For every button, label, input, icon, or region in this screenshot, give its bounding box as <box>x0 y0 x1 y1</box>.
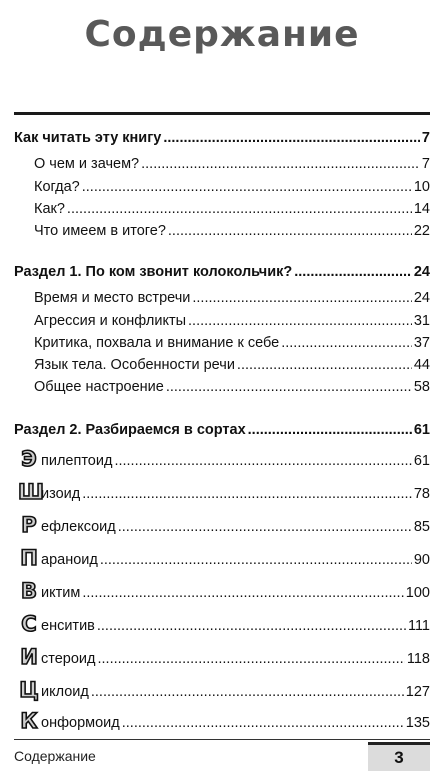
toc-section-1[interactable] <box>14 263 430 281</box>
type-name-rest: онформоид <box>41 715 120 731</box>
toc-page-number: 37 <box>413 335 430 351</box>
dot-leader <box>166 378 412 396</box>
toc-type-item[interactable] <box>18 679 430 701</box>
toc-page-number: 135 <box>405 715 430 731</box>
dot-leader <box>118 518 412 536</box>
dot-leader <box>188 312 412 330</box>
type-name-rest: енситив <box>41 618 95 634</box>
dot-leader <box>114 452 411 470</box>
toc-page-number: 7 <box>421 156 430 172</box>
badge-letter: Ш <box>18 480 44 504</box>
badge-letter: К <box>20 709 38 733</box>
toc-page-number: 85 <box>413 519 430 535</box>
letter-badge-icon <box>18 679 40 701</box>
letter-badge-icon <box>18 580 40 602</box>
toc-type-label <box>18 613 95 635</box>
toc-item-label: Общее настроение <box>34 379 164 395</box>
toc-type-item[interactable] <box>18 514 430 536</box>
toc-page-number: 58 <box>413 379 430 395</box>
toc-page-number: 61 <box>413 453 430 469</box>
toc-item[interactable] <box>34 222 430 240</box>
badge-letter: Р <box>21 513 37 537</box>
badge-letter: П <box>20 546 38 570</box>
toc-type-item[interactable] <box>18 613 430 635</box>
toc-item[interactable] <box>34 155 430 173</box>
toc-type-label <box>18 710 120 732</box>
type-name-rest: иктим <box>41 585 81 601</box>
dot-leader <box>100 551 412 569</box>
toc-type-label <box>18 481 80 503</box>
badge-letter: В <box>20 579 37 603</box>
badge-letter: Э <box>21 447 37 471</box>
dot-leader <box>168 222 412 240</box>
type-name-rest: стероид <box>41 651 96 667</box>
toc-page-number: 127 <box>405 684 430 700</box>
toc-page-number: 24 <box>413 264 430 280</box>
dot-leader <box>237 356 412 374</box>
dot-leader <box>281 334 412 352</box>
toc-section-howto[interactable] <box>14 129 430 147</box>
letter-badge-icon <box>18 448 40 470</box>
toc-page-number: 22 <box>413 223 430 239</box>
toc-page-number: 14 <box>413 201 430 217</box>
toc-type-label <box>18 646 95 668</box>
toc-item[interactable] <box>34 378 430 396</box>
toc-page-number: 90 <box>413 552 430 568</box>
dot-leader <box>82 178 412 196</box>
toc-item-label: Когда? <box>34 179 80 195</box>
toc-type-item[interactable] <box>18 646 430 668</box>
letter-badge-icon <box>18 547 40 569</box>
dot-leader <box>192 289 411 307</box>
dot-leader <box>294 263 412 281</box>
toc-item-label: Что имеем в итоге? <box>34 223 166 239</box>
toc-page-number: 61 <box>413 422 430 438</box>
toc-item[interactable] <box>34 312 430 330</box>
toc-type-label <box>18 679 89 701</box>
type-name-rest: иклоид <box>41 684 89 700</box>
toc-page-number: 78 <box>413 486 430 502</box>
toc-page-number: 10 <box>413 179 430 195</box>
badge-letter: Ц <box>19 678 39 702</box>
dot-leader <box>97 650 404 668</box>
toc-type-label <box>18 514 116 536</box>
toc-page-number: 111 <box>407 618 430 634</box>
toc-item[interactable] <box>34 356 430 374</box>
dot-leader <box>122 714 404 732</box>
toc-item[interactable] <box>34 334 430 352</box>
badge-letter: И <box>20 645 38 669</box>
toc-page-number: 7 <box>421 130 430 146</box>
toc-item-label: Время и место встречи <box>34 290 191 306</box>
type-name-rest: ефлексоид <box>41 519 116 535</box>
dot-leader <box>82 485 412 503</box>
toc-section-label: Раздел 2. Разбираемся в сортах <box>14 422 246 438</box>
letter-badge-icon <box>18 646 40 668</box>
title-divider <box>14 112 430 115</box>
toc-item-label: Как? <box>34 201 65 217</box>
toc-item-label: О чем и зачем? <box>34 156 140 172</box>
dot-leader <box>97 617 406 635</box>
toc-type-item[interactable] <box>18 547 430 569</box>
letter-badge-icon <box>18 514 40 536</box>
toc-item[interactable] <box>34 178 430 196</box>
page-number: 3 <box>368 742 430 771</box>
toc-type-item[interactable] <box>18 710 430 732</box>
footer-divider <box>14 739 430 740</box>
type-name-rest: изоид <box>41 486 81 502</box>
letter-badge-icon <box>18 480 44 504</box>
toc-type-label <box>18 547 98 569</box>
type-name-rest: пилептоид <box>41 453 113 469</box>
letter-badge-icon <box>18 613 40 635</box>
letter-badge-icon <box>18 710 40 732</box>
toc-type-item[interactable] <box>18 580 430 602</box>
toc-page-number: 100 <box>405 585 430 601</box>
dot-leader <box>163 129 420 147</box>
dot-leader <box>82 584 403 602</box>
running-footer: Содержание <box>14 748 96 764</box>
toc-section-label: Как читать эту книгу <box>14 130 162 146</box>
type-name-rest: араноид <box>41 552 98 568</box>
dot-leader <box>141 155 420 173</box>
toc-type-item[interactable] <box>18 448 430 470</box>
badge-letter: С <box>21 612 37 636</box>
toc-item[interactable] <box>34 200 430 218</box>
toc-item-label: Язык тела. Особенности речи <box>34 357 235 373</box>
toc-type-label <box>18 448 112 470</box>
toc-page-number: 118 <box>406 651 430 667</box>
toc-section-2[interactable] <box>14 421 430 439</box>
toc-type-label <box>18 580 80 602</box>
dot-leader <box>91 683 404 701</box>
toc-page-number: 31 <box>413 313 430 329</box>
toc-item-label: Критика, похвала и внимание к себе <box>34 335 280 351</box>
toc-section-label: Раздел 1. По ком звонит колокольчик? <box>14 264 293 280</box>
toc-type-item[interactable] <box>18 481 430 503</box>
page-title: Содержание <box>84 14 360 55</box>
toc-item[interactable] <box>34 289 430 307</box>
toc-item-label: Агрессия и конфликты <box>34 313 187 329</box>
dot-leader <box>67 200 412 218</box>
toc-page-number: 24 <box>413 290 430 306</box>
toc-page-number: 44 <box>413 357 430 373</box>
dot-leader <box>248 421 412 439</box>
